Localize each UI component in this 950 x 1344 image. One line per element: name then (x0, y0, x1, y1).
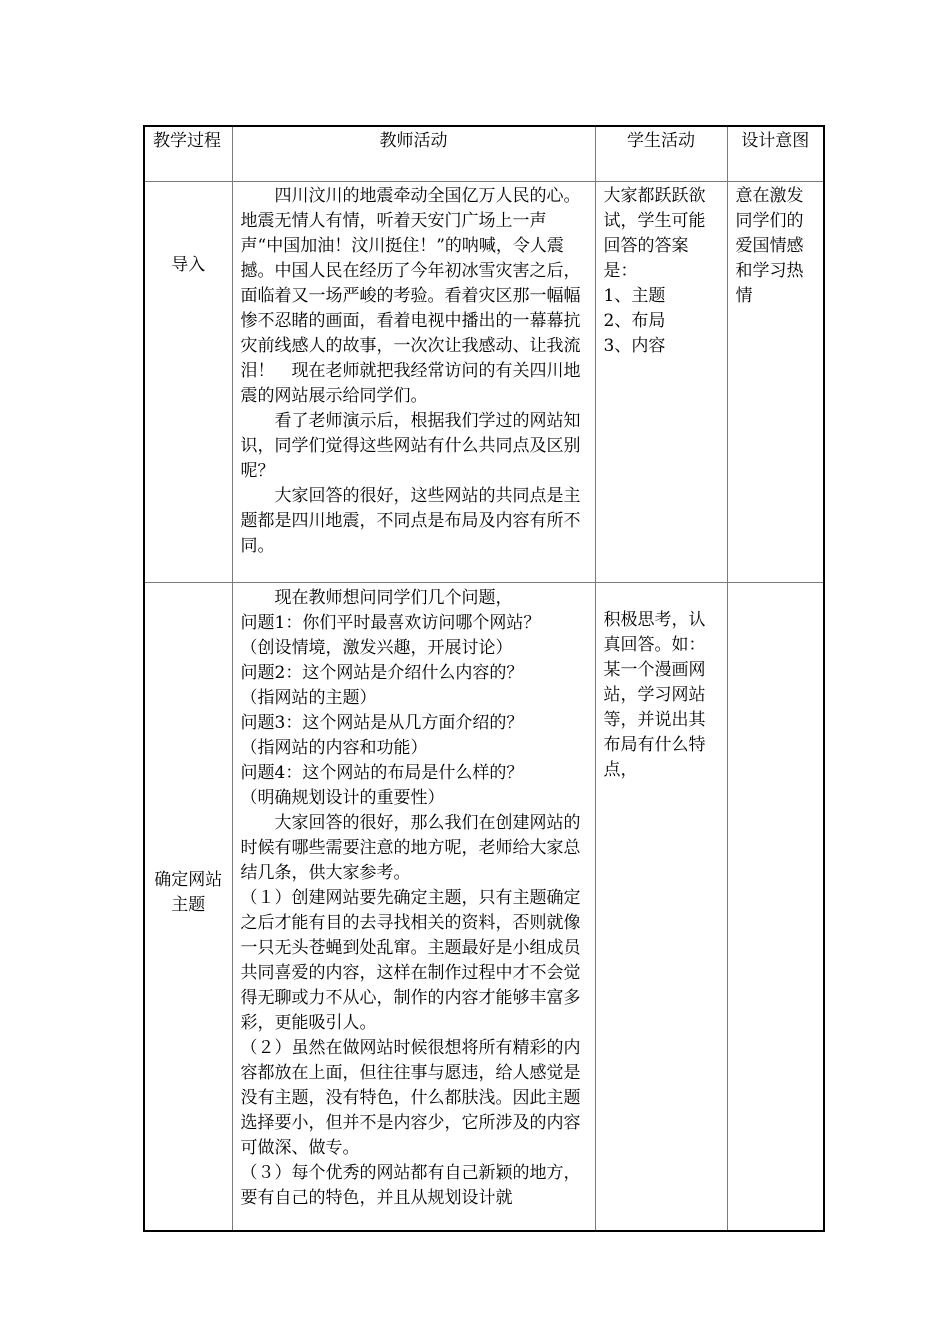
teacher-paragraph: （明确规划设计的重要性） (240, 788, 445, 808)
student-activity-cell (595, 583, 727, 1232)
teacher-paragraph: （１）创建网站要先确定主题，只有主题确定之后才能有目的去寻找相关的资料，否则就像一只无头苍蝇到处乱窜。主题最好是小组成员共同喜爱的内容，这样在制作过程中才不会觉得无聊或力不从心，制作的内容才能够丰富多彩，更能吸引人。 (240, 888, 581, 1033)
table-row (144, 583, 824, 1232)
teacher-paragraph: 大家回答的很好，这些网站的共同点是主题都是四川地震，不同点是布局及内容有所不同。 (240, 486, 581, 556)
header-student-activity: 学生活动 (595, 126, 727, 182)
teacher-paragraph: 四川汶川的地震牵动全国亿万人民的心。地震无情人有情，听着天安门广场上一声声“中国加油！汶川挺住！”的呐喊，令人震撼。中国人民在经历了今年初冰雪灾害之后，面临着又一场严峻的考验。看着灾区那一幅幅惨不忍睹的画面，看着电视中播出的一幕幕抗灾前线感人的故事，一次次让我感动、让我流泪！ 现在老师就把我经常访问的有关四川地震的网站展示给同学们。 (240, 186, 581, 406)
stage-label: 确定网站主题 (154, 870, 223, 915)
design-intent-cell (727, 583, 824, 1232)
student-line: 大家都跃跃欲试，学生可能回答的答案是： (603, 186, 706, 281)
teacher-paragraph: 问题3：这个网站是从几方面介绍的？ (240, 713, 524, 733)
header-teacher-activity: 教师活动 (232, 126, 595, 182)
lesson-plan-table (143, 125, 825, 1232)
teacher-paragraph: （指网站的主题） (240, 688, 377, 708)
header-design-intent: 设计意图 (727, 126, 824, 182)
design-intent-cell (727, 182, 824, 583)
student-line: 2、布局 (603, 311, 666, 331)
header-stage: 教学过程 (144, 126, 232, 182)
design-intent-text: 意在激发同学们的爱国情感和学习热情 (735, 186, 804, 306)
teacher-paragraph: 问题2：这个网站是介绍什么内容的？ (240, 663, 524, 683)
table-header-row (144, 126, 824, 182)
teacher-paragraph: （指网站的内容和功能） (240, 738, 428, 758)
stage-cell (144, 182, 232, 583)
teacher-paragraph: 现在教师想问同学们几个问题， (274, 588, 513, 608)
student-line: 积极思考，认真回答。如：某一个漫画网站，学习网站等，并说出其布局有什么特点， (603, 610, 706, 780)
teacher-paragraph: 问题1：你们平时最喜欢访问哪个网站？ (240, 613, 541, 633)
teacher-activity-cell (232, 583, 595, 1232)
student-line: 1、主题 (603, 286, 666, 306)
teacher-paragraph: 大家回答的很好，那么我们在创建网站的时候有哪些需要注意的地方呢，老师给大家总结几条，供大家参考。 (240, 813, 581, 883)
table-row (144, 182, 824, 583)
teacher-paragraph: （２）虽然在做网站时候很想将所有精彩的内容都放在上面，但往往事与愿违，给人感觉是没有主题，没有特色，什么都肤浅。因此主题选择要小，但并不是内容少，它所涉及的内容可做深、做专。 (240, 1038, 581, 1158)
stage-cell (144, 583, 232, 1232)
student-line: 3、内容 (603, 336, 666, 356)
student-activity-cell (595, 182, 727, 583)
teacher-paragraph: 问题4：这个网站的布局是什么样的？ (240, 763, 524, 783)
teacher-paragraph: 看了老师演示后，根据我们学过的网站知识，同学们觉得这些网站有什么共同点及区别呢？ (240, 411, 581, 481)
teacher-activity-cell (232, 182, 595, 583)
teacher-paragraph: （创设情境，激发兴趣，开展讨论） (240, 638, 513, 658)
teacher-paragraph: （３）每个优秀的网站都有自己新颖的地方，要有自己的特色，并且从规划设计就 (240, 1163, 581, 1208)
stage-label: 导入 (171, 255, 206, 275)
